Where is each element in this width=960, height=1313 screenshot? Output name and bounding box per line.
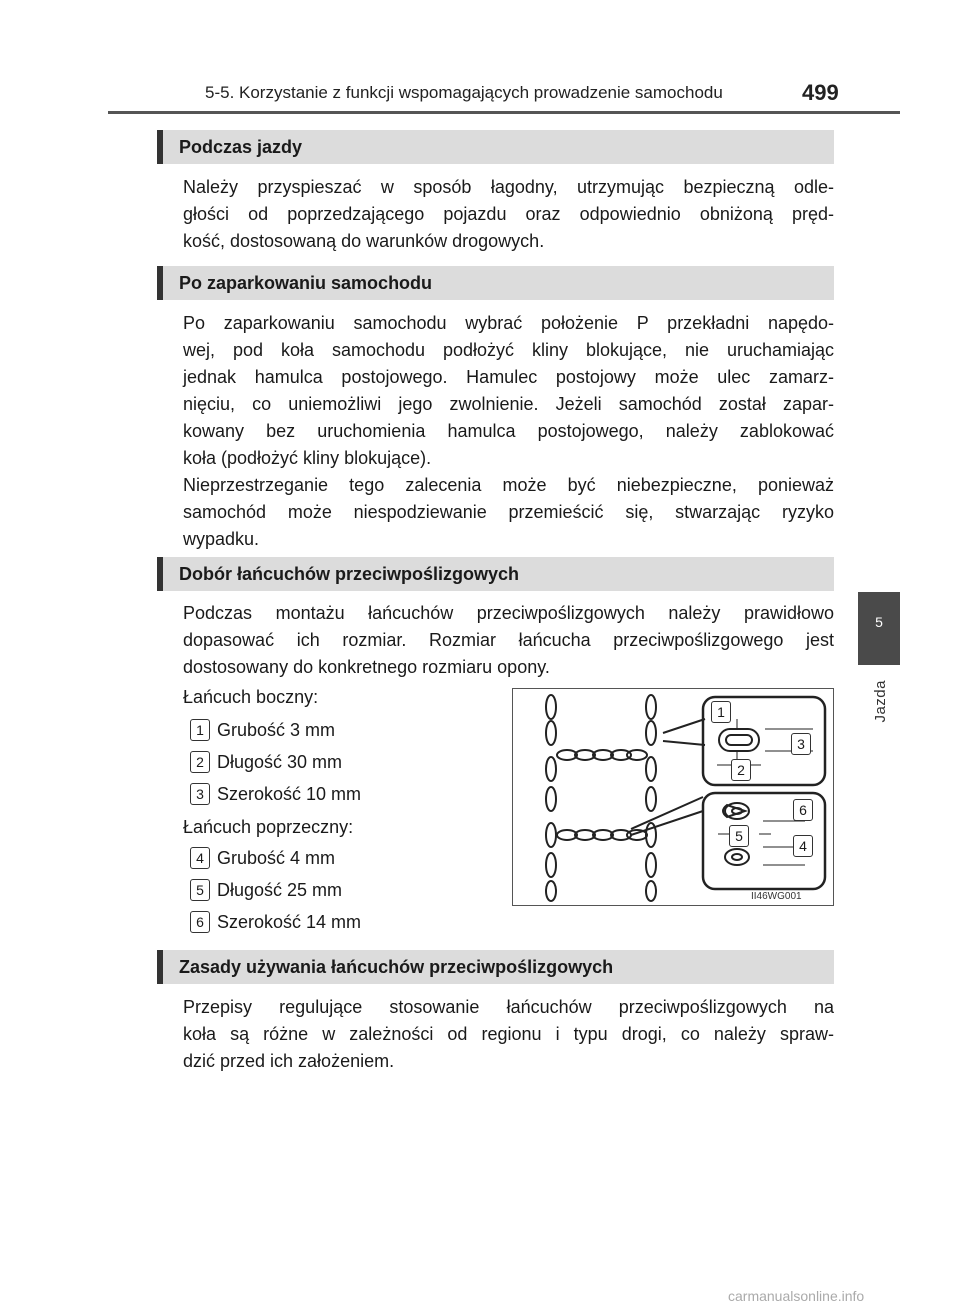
text-line: głości od poprzedzającego pojazdu oraz odpowiednio obniżoną pręd- bbox=[183, 204, 834, 224]
spec-number: 2 bbox=[190, 751, 210, 773]
chapter-label: Jazda bbox=[872, 680, 889, 723]
section-heading-chain-rules bbox=[157, 950, 834, 984]
section-heading-parking bbox=[157, 266, 834, 300]
callout-4: 4 bbox=[793, 835, 813, 857]
spec-text: Grubość 3 mm bbox=[217, 720, 336, 740]
text-line: koła (podłożyć kliny blokujące). bbox=[183, 448, 432, 468]
spec-text: Szerokość 10 mm bbox=[217, 784, 362, 804]
side-chain-label: Łańcuch boczny: bbox=[183, 687, 319, 707]
text-line: wej, pod koła samochodu podłożyć kliny blokujące, nie uruchamiając bbox=[183, 340, 834, 360]
text-line: Nieprzestrzeganie tego zalecenia może być niebezpieczne, ponieważ bbox=[183, 475, 834, 495]
header-divider bbox=[108, 111, 900, 114]
callout-1: 1 bbox=[711, 701, 731, 723]
cross-chain-label: Łańcuch poprzeczny: bbox=[183, 817, 354, 837]
text-line: Przepisy regulujące stosowanie łańcuchów przeciwpoślizgowych na bbox=[183, 997, 834, 1017]
spec-text: Szerokość 14 mm bbox=[217, 912, 362, 932]
text-line: dostosowany do konkretnego rozmiaru opony. bbox=[183, 657, 550, 677]
spec-number: 6 bbox=[190, 911, 210, 933]
text-line: jednak hamulca postojowego. Hamulec postojowy może ulec zamarz- bbox=[183, 367, 834, 387]
callout-2: 2 bbox=[731, 759, 751, 781]
figure-code: II46WG001 bbox=[751, 891, 802, 902]
spec-number: 4 bbox=[190, 847, 210, 869]
text-line: Należy przyspieszać w sposób łagodny, utrzymując bezpieczną odle- bbox=[183, 177, 834, 197]
vertical-chain-right bbox=[646, 695, 656, 901]
watermark: carmanualsonline.info bbox=[728, 1288, 865, 1304]
callout-5: 5 bbox=[729, 825, 749, 847]
text-line: dopasować ich rozmiar. Rozmiar łańcucha przeciwpoślizgowego jest bbox=[183, 630, 834, 650]
spec-number: 5 bbox=[190, 879, 210, 901]
page-number: 499 bbox=[802, 80, 839, 105]
vertical-chain-left bbox=[546, 695, 556, 901]
text-line: wypadku. bbox=[183, 529, 260, 549]
cross-chain-top bbox=[557, 750, 647, 760]
spec-text: Długość 30 mm bbox=[217, 752, 343, 772]
spec-number: 1 bbox=[190, 719, 210, 741]
paragraph-chain-selection bbox=[183, 600, 834, 681]
section-title: Podczas jazdy bbox=[179, 137, 303, 157]
section-title: Dobór łańcuchów przeciwpoślizgowych bbox=[179, 564, 520, 584]
chapter-tab bbox=[858, 592, 900, 665]
spec-text: Długość 25 mm bbox=[217, 880, 343, 900]
text-line: samochód może niespodziewanie przemieścić się, stwarzając ryzyko bbox=[183, 502, 834, 522]
chapter-number: 5 bbox=[875, 614, 883, 630]
section-title: Po zaparkowaniu samochodu bbox=[179, 273, 433, 293]
section-title: Zasady używania łańcuchów przeciwpoślizgowych bbox=[179, 957, 614, 977]
text-line: Podczas montażu łańcuchów przeciwpoślizgowych należy prawidłowo bbox=[183, 603, 834, 623]
paragraph-chain-rules bbox=[183, 994, 834, 1075]
callout-6: 6 bbox=[793, 799, 813, 821]
callout-3: 3 bbox=[791, 733, 811, 755]
running-header: 5-5. Korzystanie z funkcji wspomagających prowadzenie samochodu bbox=[205, 83, 723, 102]
section-heading-driving bbox=[157, 130, 834, 164]
text-line: Po zaparkowaniu samochodu wybrać położenie P przekładni napędo- bbox=[183, 313, 834, 333]
chain-illustration bbox=[513, 689, 833, 905]
paragraph-driving bbox=[183, 174, 834, 255]
text-line: koła są różne w zależności od regionu i typu drogi, co należy spraw- bbox=[183, 1024, 834, 1044]
spec-number: 3 bbox=[190, 783, 210, 805]
text-line: dzić przed ich założeniem. bbox=[183, 1051, 395, 1071]
text-line: kowany bez uruchomienia hamulca postojowego, należy zablokować bbox=[183, 421, 834, 441]
section-heading-chain-selection bbox=[157, 557, 834, 591]
spec-text: Grubość 4 mm bbox=[217, 848, 336, 868]
chain-figure bbox=[512, 688, 834, 906]
paragraph-parking bbox=[183, 310, 834, 553]
text-line: nięciu, co uniemożliwi jego zwolnienie. Jeżeli samochód został zapar- bbox=[183, 394, 834, 414]
text-line: kość, dostosowaną do warunków drogowych. bbox=[183, 231, 545, 251]
